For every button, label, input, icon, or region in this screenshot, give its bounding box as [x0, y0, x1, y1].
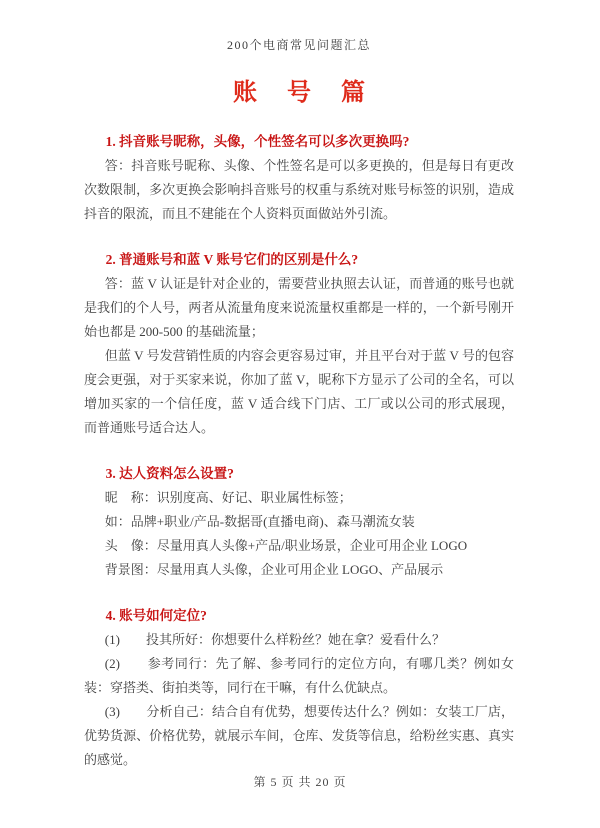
- answer-paragraph: 但蓝 V 号发营销性质的内容会更容易过审，并且平台对于蓝 V 号的包容度会更强，对于买家来说，你加了蓝 V，昵称下方显示了公司的全名，可以增加买家的一个信任度，蓝 V 适合线下门店、工厂或以公司的形式展现，而普通账号适合达人。: [84, 348, 514, 435]
- answer-paragraph: (1) 投其所好：你想要什么样粉丝？她在拿？爱看什么？: [104, 632, 445, 647]
- page-title: 账 号 篇: [233, 80, 377, 106]
- qa-section-2: [84, 248, 514, 440]
- document-header: 200个电商常见问题汇总: [226, 38, 371, 52]
- qa-section-1: [84, 130, 514, 226]
- question-heading-1: 1. 抖音账号昵称，头像，个性签名可以多次更换吗?: [105, 134, 410, 149]
- answer-paragraph: 如：品牌+职业/产品-数据哥(直播电商)、森马潮流女装: [104, 514, 415, 529]
- answer-paragraph: 昵 称：识别度高、好记、职业属性标签；: [104, 490, 352, 505]
- answer-paragraph: 答：抖音账号昵称、头像、个性签名是可以多更换的，但是每日有更改次数限制，多次更换会影响抖音账号的权重与系统对账号标签的识别，造成抖音的限流，而且不建能在个人资料页面做站外引流。: [84, 158, 514, 221]
- answer-paragraph: 背景图：尽量用真人头像，企业可用企业 LOGO、产品展示: [104, 562, 444, 577]
- answer-paragraph: 答：蓝 V 认证是针对企业的，需要营业执照去认证，而普通的账号也就是我们的个人号，两者从流量角度来说流量权重都是一样的，一个新号刚开始也都是 200-500 的基础流量；: [84, 276, 514, 339]
- answer-paragraph: (3) 分析自己：结合自有优势，想要传达什么？例如：女装工厂店，优势货源、价格优势，就展示车间，仓库、发货等信息，给粉丝实惠、真实的感觉。: [84, 704, 514, 767]
- qa-section-3: [84, 462, 514, 582]
- page-footer: 第 5 页 共 20 页: [253, 775, 347, 789]
- question-heading-4: 4. 账号如何定位?: [105, 608, 207, 623]
- answer-paragraph: 头 像：尽量用真人头像+产品/职业场景，企业可用企业 LOGO: [104, 538, 468, 553]
- question-heading-2: 2. 普通账号和蓝 V 账号它们的区别是什么?: [105, 252, 359, 267]
- qa-section-4: [84, 604, 514, 772]
- question-heading-3: 3. 达人资料怎么设置?: [105, 466, 234, 481]
- answer-paragraph: (2) 参考同行：先了解、参考同行的定位方向，有哪几类？例如女装：穿搭类、街拍类等，同行在干嘛，有什么优缺点。: [84, 656, 514, 695]
